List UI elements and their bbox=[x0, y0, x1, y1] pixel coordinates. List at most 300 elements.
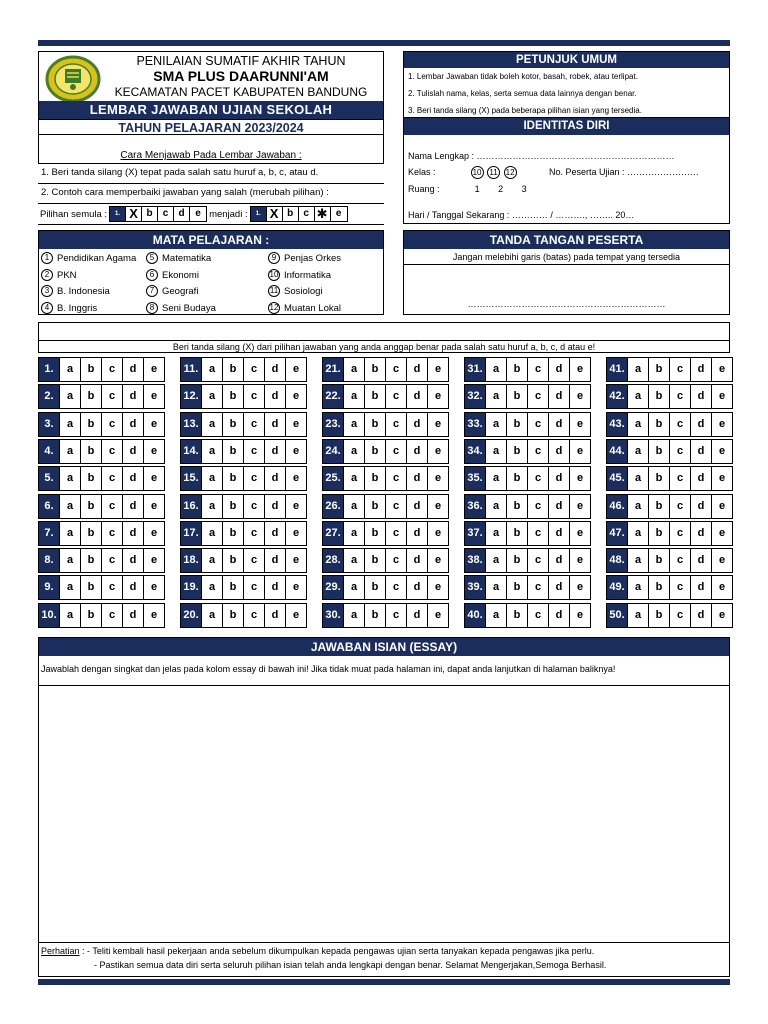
answer-option-a[interactable]: a bbox=[485, 413, 506, 436]
answer-option-e[interactable]: e bbox=[711, 385, 732, 408]
answer-option-a[interactable]: a bbox=[343, 522, 364, 545]
answer-option-a[interactable]: a bbox=[201, 549, 222, 572]
answer-option-a[interactable]: a bbox=[343, 440, 364, 463]
answer-option-e[interactable]: e bbox=[427, 495, 448, 518]
class-option-11[interactable]: 11 bbox=[487, 166, 500, 179]
answer-option-e[interactable]: e bbox=[711, 495, 732, 518]
answer-option-a[interactable]: a bbox=[59, 522, 80, 545]
answer-option-b[interactable]: b bbox=[364, 413, 385, 436]
answer-option-b[interactable]: b bbox=[648, 495, 669, 518]
subject-option[interactable] bbox=[41, 268, 146, 284]
answer-option-c[interactable]: c bbox=[243, 413, 264, 436]
answer-option-a[interactable]: a bbox=[201, 413, 222, 436]
answer-option-c[interactable]: c bbox=[101, 385, 122, 408]
answer-option-c[interactable]: c bbox=[385, 495, 406, 518]
answer-option-b[interactable]: b bbox=[506, 467, 527, 490]
answer-option-e[interactable]: e bbox=[569, 522, 590, 545]
answer-option-d[interactable]: d bbox=[548, 522, 569, 545]
answer-option-d[interactable]: d bbox=[122, 467, 143, 490]
answer-option-a[interactable]: a bbox=[59, 604, 80, 627]
answer-option-b[interactable]: b bbox=[80, 522, 101, 545]
subject-option[interactable] bbox=[146, 268, 268, 284]
answer-option-e[interactable]: e bbox=[569, 440, 590, 463]
subject-option[interactable] bbox=[268, 301, 378, 317]
answer-option-b[interactable]: b bbox=[506, 358, 527, 381]
answer-option-c[interactable]: c bbox=[385, 358, 406, 381]
answer-option-d[interactable]: d bbox=[406, 522, 427, 545]
answer-option-a[interactable]: a bbox=[59, 576, 80, 599]
answer-option-a[interactable]: a bbox=[343, 604, 364, 627]
answer-option-d[interactable]: d bbox=[690, 413, 711, 436]
question-28 bbox=[322, 548, 449, 573]
answer-option-d[interactable]: d bbox=[264, 522, 285, 545]
answer-option-b[interactable]: b bbox=[648, 413, 669, 436]
answer-option-c[interactable]: c bbox=[243, 358, 264, 381]
answer-option-a[interactable]: a bbox=[343, 549, 364, 572]
answer-option-d[interactable]: d bbox=[122, 549, 143, 572]
answer-option-d[interactable]: d bbox=[264, 576, 285, 599]
answer-option-e[interactable]: e bbox=[427, 576, 448, 599]
answer-option-b[interactable]: b bbox=[80, 385, 101, 408]
answer-option-a[interactable]: a bbox=[485, 604, 506, 627]
answer-option-d[interactable]: d bbox=[264, 549, 285, 572]
answer-option-b[interactable]: b bbox=[648, 358, 669, 381]
question-number: 7. bbox=[39, 522, 59, 545]
answer-option-d[interactable]: d bbox=[548, 604, 569, 627]
answer-option-b[interactable]: b bbox=[506, 604, 527, 627]
answer-option-c[interactable]: c bbox=[385, 467, 406, 490]
answer-option-e[interactable]: e bbox=[143, 358, 164, 381]
subject-option[interactable] bbox=[146, 251, 268, 267]
answer-option-e[interactable]: e bbox=[143, 576, 164, 599]
answer-option-c[interactable]: c bbox=[527, 440, 548, 463]
answer-option-c[interactable]: c bbox=[101, 549, 122, 572]
answer-option-b[interactable]: b bbox=[648, 604, 669, 627]
answer-option-e[interactable]: e bbox=[569, 467, 590, 490]
answer-option-b[interactable]: b bbox=[506, 576, 527, 599]
answer-option-a[interactable]: a bbox=[627, 413, 648, 436]
answer-option-b[interactable]: b bbox=[222, 385, 243, 408]
answer-option-b[interactable]: b bbox=[222, 522, 243, 545]
answer-option-e[interactable]: e bbox=[711, 358, 732, 381]
answer-option-b[interactable]: b bbox=[80, 413, 101, 436]
answer-option-a[interactable]: a bbox=[59, 440, 80, 463]
answer-option-e[interactable]: e bbox=[427, 522, 448, 545]
answer-option-e[interactable]: e bbox=[427, 413, 448, 436]
answer-option-b[interactable]: b bbox=[364, 440, 385, 463]
answer-option-d[interactable]: d bbox=[264, 440, 285, 463]
answer-option-a[interactable]: a bbox=[485, 467, 506, 490]
answer-option-d[interactable]: d bbox=[122, 413, 143, 436]
answer-option-a[interactable]: a bbox=[201, 440, 222, 463]
answer-option-a[interactable]: a bbox=[485, 522, 506, 545]
answer-option-c[interactable]: c bbox=[527, 604, 548, 627]
answer-option-d[interactable]: d bbox=[122, 358, 143, 381]
answer-option-c[interactable]: c bbox=[669, 495, 690, 518]
answer-option-d[interactable]: d bbox=[264, 604, 285, 627]
answer-option-a[interactable]: a bbox=[201, 604, 222, 627]
answer-option-e[interactable]: e bbox=[285, 413, 306, 436]
answer-option-e[interactable]: e bbox=[569, 495, 590, 518]
answer-option-c[interactable]: c bbox=[243, 467, 264, 490]
answer-option-c[interactable]: c bbox=[243, 604, 264, 627]
answer-option-a[interactable]: a bbox=[343, 467, 364, 490]
answer-option-a[interactable]: a bbox=[343, 413, 364, 436]
answer-option-e[interactable]: e bbox=[569, 549, 590, 572]
answer-option-b[interactable]: b bbox=[364, 467, 385, 490]
answer-option-b[interactable]: b bbox=[80, 604, 101, 627]
answer-option-e[interactable]: e bbox=[143, 413, 164, 436]
answer-option-a[interactable]: a bbox=[59, 413, 80, 436]
answer-option-d[interactable]: d bbox=[690, 385, 711, 408]
answer-option-a[interactable]: a bbox=[485, 576, 506, 599]
answer-option-d[interactable]: d bbox=[406, 604, 427, 627]
answer-option-a[interactable]: a bbox=[627, 522, 648, 545]
question-33 bbox=[464, 412, 591, 437]
subject-option[interactable] bbox=[41, 251, 146, 267]
answer-option-b[interactable]: b bbox=[364, 385, 385, 408]
answer-option-c[interactable]: c bbox=[101, 576, 122, 599]
answer-option-d[interactable]: d bbox=[690, 549, 711, 572]
subject-option[interactable] bbox=[268, 268, 378, 284]
question-18 bbox=[180, 548, 307, 573]
answer-option-b[interactable]: b bbox=[364, 576, 385, 599]
answer-option-d[interactable]: d bbox=[406, 467, 427, 490]
answer-option-c[interactable]: c bbox=[385, 604, 406, 627]
answer-option-c[interactable]: c bbox=[669, 467, 690, 490]
answer-option-b[interactable]: b bbox=[222, 358, 243, 381]
answer-option-d[interactable]: d bbox=[548, 413, 569, 436]
answer-option-b[interactable]: b bbox=[364, 358, 385, 381]
answer-option-c[interactable]: c bbox=[243, 549, 264, 572]
answer-option-e[interactable]: e bbox=[285, 604, 306, 627]
answer-option-b[interactable]: b bbox=[222, 440, 243, 463]
subject-option[interactable] bbox=[146, 284, 268, 300]
answer-option-d[interactable]: d bbox=[548, 467, 569, 490]
question-26 bbox=[322, 494, 449, 519]
answer-option-c[interactable]: c bbox=[243, 522, 264, 545]
answer-option-b[interactable]: b bbox=[222, 413, 243, 436]
answer-option-e[interactable]: e bbox=[285, 522, 306, 545]
answer-option-e[interactable]: e bbox=[143, 522, 164, 545]
answer-option-d[interactable]: d bbox=[264, 467, 285, 490]
answer-option-b[interactable]: b bbox=[648, 522, 669, 545]
subject-number: 11 bbox=[269, 286, 279, 296]
answer-option-b[interactable]: b bbox=[648, 467, 669, 490]
answer-option-a[interactable]: a bbox=[627, 604, 648, 627]
answer-option-b[interactable]: b bbox=[648, 576, 669, 599]
answer-option-e[interactable]: e bbox=[711, 413, 732, 436]
answer-option-b[interactable]: b bbox=[506, 549, 527, 572]
answer-option-a[interactable]: a bbox=[485, 385, 506, 408]
answer-option-e[interactable]: e bbox=[427, 385, 448, 408]
answer-option-e[interactable]: e bbox=[569, 385, 590, 408]
question-number: 10. bbox=[39, 604, 59, 627]
answer-option-c[interactable]: c bbox=[101, 358, 122, 381]
essay-answer-area[interactable] bbox=[39, 686, 729, 942]
answer-option-e[interactable]: e bbox=[285, 576, 306, 599]
answer-option-b[interactable]: b bbox=[80, 495, 101, 518]
answer-option-d[interactable]: d bbox=[548, 358, 569, 381]
answer-option-d[interactable]: d bbox=[122, 440, 143, 463]
answer-option-d[interactable]: d bbox=[690, 522, 711, 545]
answer-option-d[interactable]: d bbox=[548, 576, 569, 599]
answer-option-e[interactable]: e bbox=[427, 549, 448, 572]
answer-option-d[interactable]: d bbox=[406, 413, 427, 436]
answer-option-a[interactable]: a bbox=[201, 467, 222, 490]
answer-option-e[interactable]: e bbox=[569, 358, 590, 381]
question-number: 38. bbox=[465, 549, 485, 572]
answer-option-d[interactable]: d bbox=[406, 385, 427, 408]
answer-option-a[interactable]: a bbox=[627, 576, 648, 599]
answer-option-a[interactable]: a bbox=[201, 358, 222, 381]
answer-option-c[interactable]: c bbox=[669, 576, 690, 599]
answer-option-a[interactable]: a bbox=[485, 495, 506, 518]
answer-option-d[interactable]: d bbox=[690, 576, 711, 599]
answer-option-c[interactable]: c bbox=[385, 440, 406, 463]
answer-option-c[interactable]: c bbox=[101, 440, 122, 463]
answer-option-c[interactable]: c bbox=[527, 576, 548, 599]
answer-option-c[interactable]: c bbox=[101, 467, 122, 490]
answer-option-e[interactable]: e bbox=[711, 467, 732, 490]
answer-option-d[interactable]: d bbox=[690, 358, 711, 381]
answer-option-c[interactable]: c bbox=[669, 604, 690, 627]
answer-option-c[interactable]: c bbox=[527, 549, 548, 572]
answer-option-e[interactable]: e bbox=[285, 467, 306, 490]
answer-option-c[interactable]: c bbox=[669, 549, 690, 572]
answer-option-b[interactable]: b bbox=[506, 522, 527, 545]
answer-option-d[interactable]: d bbox=[264, 385, 285, 408]
answer-option-c[interactable]: c bbox=[669, 440, 690, 463]
participant-number-field[interactable]: No. Peserta Ujian : …………………… bbox=[549, 167, 700, 177]
answer-option-c[interactable]: c bbox=[385, 522, 406, 545]
answer-option-b[interactable]: b bbox=[80, 358, 101, 381]
answer-option-b[interactable]: b bbox=[222, 467, 243, 490]
answer-option-b[interactable]: b bbox=[364, 604, 385, 627]
answer-option-d[interactable]: d bbox=[690, 495, 711, 518]
subject-option[interactable] bbox=[268, 284, 378, 300]
answer-option-c[interactable]: c bbox=[385, 576, 406, 599]
answer-option-a[interactable]: a bbox=[59, 358, 80, 381]
answer-option-c[interactable]: c bbox=[101, 413, 122, 436]
answer-option-b[interactable]: b bbox=[222, 576, 243, 599]
after-label: menjadi : bbox=[209, 208, 248, 220]
instruction-1: 1. Beri tanda silang (X) tepat pada salah satu huruf a, b, c, atau d. bbox=[38, 163, 384, 183]
answer-option-d[interactable]: d bbox=[122, 604, 143, 627]
answer-option-c[interactable]: c bbox=[385, 413, 406, 436]
answer-option-b[interactable]: b bbox=[364, 549, 385, 572]
answer-option-d[interactable]: d bbox=[406, 358, 427, 381]
answer-option-e[interactable]: e bbox=[569, 413, 590, 436]
answer-option-c[interactable]: c bbox=[101, 522, 122, 545]
answer-option-e[interactable]: e bbox=[711, 549, 732, 572]
answer-option-e[interactable]: e bbox=[143, 549, 164, 572]
answer-option-d[interactable]: d bbox=[548, 440, 569, 463]
answer-option-c[interactable]: c bbox=[101, 604, 122, 627]
answer-option-c[interactable]: c bbox=[101, 495, 122, 518]
answer-option-d[interactable]: d bbox=[264, 358, 285, 381]
answer-option-e[interactable]: e bbox=[711, 604, 732, 627]
answer-option-c[interactable]: c bbox=[385, 385, 406, 408]
answer-option-d[interactable]: d bbox=[406, 576, 427, 599]
answer-option-d[interactable]: d bbox=[406, 549, 427, 572]
answer-option-a[interactable]: a bbox=[343, 358, 364, 381]
answer-option-a[interactable]: a bbox=[201, 576, 222, 599]
answer-option-b[interactable]: b bbox=[648, 440, 669, 463]
signature-line[interactable]: ………………………………………………………… bbox=[467, 299, 666, 309]
answer-option-b[interactable]: b bbox=[222, 495, 243, 518]
answer-option-b[interactable]: b bbox=[364, 495, 385, 518]
answer-option-e[interactable]: e bbox=[285, 385, 306, 408]
answer-option-e[interactable]: e bbox=[143, 467, 164, 490]
answer-option-b[interactable]: b bbox=[80, 440, 101, 463]
answer-option-e[interactable]: e bbox=[711, 440, 732, 463]
room-option-1[interactable]: 1 bbox=[474, 184, 480, 194]
answer-option-e[interactable]: e bbox=[427, 467, 448, 490]
subject-number: 8 bbox=[146, 302, 158, 314]
answer-option-a[interactable]: a bbox=[59, 467, 80, 490]
answer-instructions bbox=[38, 145, 384, 224]
answer-option-e[interactable]: e bbox=[143, 440, 164, 463]
answer-option-c[interactable]: c bbox=[527, 413, 548, 436]
answer-option-e[interactable]: e bbox=[711, 522, 732, 545]
answer-option-d[interactable]: d bbox=[122, 385, 143, 408]
answer-option-a[interactable]: a bbox=[627, 495, 648, 518]
answer-option-c[interactable]: c bbox=[669, 385, 690, 408]
answer-option-a[interactable]: a bbox=[627, 358, 648, 381]
answer-option-e[interactable]: e bbox=[427, 358, 448, 381]
identity-title: IDENTITAS DIRI bbox=[404, 118, 729, 135]
answer-option-c[interactable]: c bbox=[669, 358, 690, 381]
answer-option-e[interactable]: e bbox=[143, 385, 164, 408]
answer-option-a[interactable]: a bbox=[627, 467, 648, 490]
class-label: Kelas : bbox=[408, 167, 436, 177]
subject-option[interactable] bbox=[41, 284, 146, 300]
answer-option-b[interactable]: b bbox=[506, 413, 527, 436]
answer-option-c[interactable]: c bbox=[527, 385, 548, 408]
answer-option-b[interactable]: b bbox=[80, 467, 101, 490]
answer-option-a[interactable]: a bbox=[201, 385, 222, 408]
answer-option-c[interactable]: c bbox=[243, 385, 264, 408]
answer-option-c[interactable]: c bbox=[527, 358, 548, 381]
answer-option-d[interactable]: d bbox=[690, 467, 711, 490]
answer-option-a[interactable]: a bbox=[485, 549, 506, 572]
answer-option-e[interactable]: e bbox=[143, 495, 164, 518]
answer-option-c[interactable]: c bbox=[669, 522, 690, 545]
answer-option-b[interactable]: b bbox=[80, 576, 101, 599]
answer-option-e[interactable]: e bbox=[569, 604, 590, 627]
answer-option-e[interactable]: e bbox=[285, 549, 306, 572]
answer-option-d[interactable]: d bbox=[548, 495, 569, 518]
answer-option-d[interactable]: d bbox=[548, 549, 569, 572]
answer-option-b[interactable]: b bbox=[222, 549, 243, 572]
answer-option-c[interactable]: c bbox=[527, 522, 548, 545]
answer-option-b[interactable]: b bbox=[506, 385, 527, 408]
question-29 bbox=[322, 575, 449, 600]
question-5 bbox=[38, 466, 165, 491]
answer-option-e[interactable]: e bbox=[711, 576, 732, 599]
answer-option-b[interactable]: b bbox=[648, 549, 669, 572]
question-15 bbox=[180, 466, 307, 491]
class-option-10[interactable]: 10 bbox=[471, 166, 484, 179]
answer-option-c[interactable]: c bbox=[669, 413, 690, 436]
answer-option-c[interactable]: c bbox=[243, 495, 264, 518]
signature-title: TANDA TANGAN PESERTA bbox=[404, 231, 729, 249]
answer-option-a[interactable]: a bbox=[485, 358, 506, 381]
example-option: d bbox=[174, 207, 190, 221]
question-36 bbox=[464, 494, 591, 519]
question-16 bbox=[180, 494, 307, 519]
answer-option-c[interactable]: c bbox=[243, 576, 264, 599]
subject-label: B. Indonesia bbox=[57, 286, 110, 297]
date-field[interactable]: Hari / Tanggal Sekarang : ………… / ………., …….. 20… bbox=[408, 210, 635, 220]
answer-option-d[interactable]: d bbox=[122, 576, 143, 599]
answer-option-c[interactable]: c bbox=[527, 495, 548, 518]
answer-option-a[interactable]: a bbox=[59, 495, 80, 518]
answer-option-a[interactable]: a bbox=[627, 385, 648, 408]
answer-option-a[interactable]: a bbox=[343, 385, 364, 408]
answer-option-e[interactable]: e bbox=[427, 604, 448, 627]
answer-option-c[interactable]: c bbox=[243, 440, 264, 463]
answer-option-e[interactable]: e bbox=[143, 604, 164, 627]
subject-option[interactable] bbox=[41, 301, 146, 317]
room-option-3[interactable]: 3 bbox=[521, 184, 527, 194]
answer-option-d[interactable]: d bbox=[406, 495, 427, 518]
subject-number: 12 bbox=[269, 302, 279, 312]
answer-option-b[interactable]: b bbox=[222, 604, 243, 627]
answer-option-a[interactable]: a bbox=[59, 385, 80, 408]
answer-option-b[interactable]: b bbox=[364, 522, 385, 545]
subject-section bbox=[38, 230, 384, 315]
answer-option-e[interactable]: e bbox=[285, 358, 306, 381]
answer-option-b[interactable]: b bbox=[506, 440, 527, 463]
answer-option-a[interactable]: a bbox=[59, 549, 80, 572]
answer-option-d[interactable]: d bbox=[264, 495, 285, 518]
answer-option-e[interactable]: e bbox=[569, 576, 590, 599]
answer-option-e[interactable]: e bbox=[285, 440, 306, 463]
answer-option-c[interactable]: c bbox=[385, 549, 406, 572]
answer-option-d[interactable]: d bbox=[690, 440, 711, 463]
answer-option-d[interactable]: d bbox=[122, 522, 143, 545]
answer-option-a[interactable]: a bbox=[627, 549, 648, 572]
room-option-2[interactable]: 2 bbox=[498, 184, 504, 194]
answer-option-b[interactable]: b bbox=[648, 385, 669, 408]
class-option-12[interactable]: 12 bbox=[504, 166, 517, 179]
answer-option-e[interactable]: e bbox=[285, 495, 306, 518]
answer-option-a[interactable]: a bbox=[201, 495, 222, 518]
answer-option-a[interactable]: a bbox=[201, 522, 222, 545]
answer-option-e[interactable]: e bbox=[427, 440, 448, 463]
answer-option-a[interactable]: a bbox=[485, 440, 506, 463]
answer-option-d[interactable]: d bbox=[264, 413, 285, 436]
answer-option-b[interactable]: b bbox=[506, 495, 527, 518]
answer-option-d[interactable]: d bbox=[690, 604, 711, 627]
answer-option-d[interactable]: d bbox=[122, 495, 143, 518]
answer-option-a[interactable]: a bbox=[343, 576, 364, 599]
top-bar bbox=[38, 40, 730, 46]
full-name-field[interactable]: Nama Lengkap : ………………………………………………………… bbox=[408, 151, 675, 161]
question-47 bbox=[606, 521, 733, 546]
answer-option-d[interactable]: d bbox=[548, 385, 569, 408]
answer-option-b[interactable]: b bbox=[80, 549, 101, 572]
subject-option[interactable] bbox=[268, 251, 378, 267]
subject-option[interactable] bbox=[146, 301, 268, 317]
answer-option-a[interactable]: a bbox=[627, 440, 648, 463]
question-45 bbox=[606, 466, 733, 491]
answer-option-a[interactable]: a bbox=[343, 495, 364, 518]
answer-option-c[interactable]: c bbox=[527, 467, 548, 490]
answer-option-d[interactable]: d bbox=[406, 440, 427, 463]
